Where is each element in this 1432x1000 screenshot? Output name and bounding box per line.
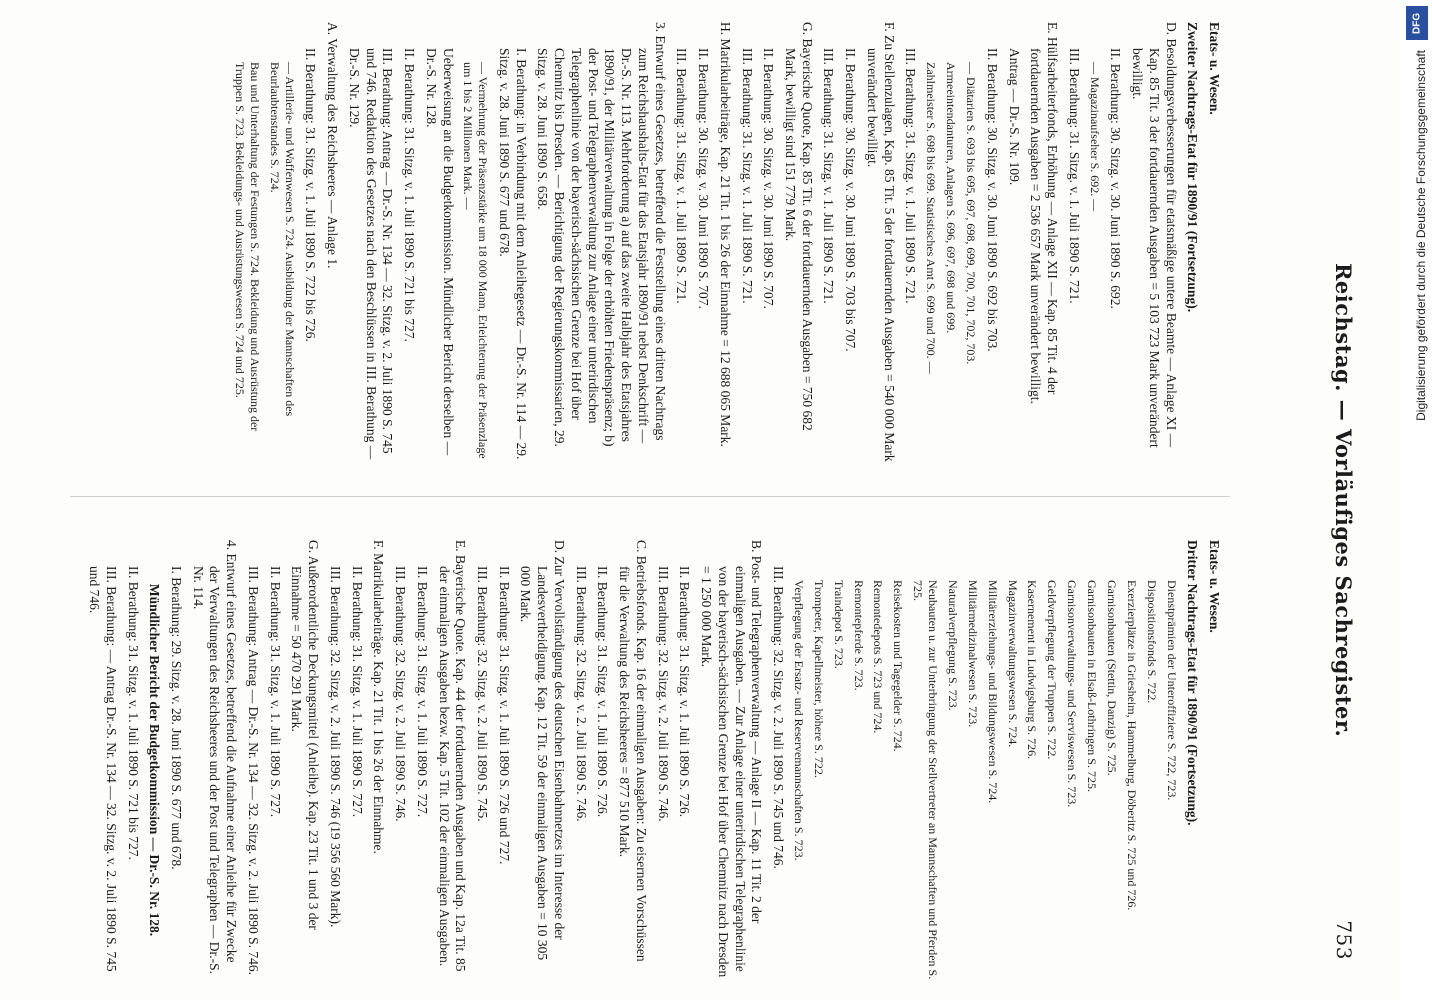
entry-note: Remontedepots S. 723 und 724.: [871, 580, 886, 734]
entry-line: II. Berathung: 31. Sitzg. v. 1. Juli 1890 S. 722 bis 726.: [303, 48, 319, 342]
page-title: Reichstag. — Vorläufiges Sachregister.: [1331, 262, 1357, 738]
entry-line: II. Berathung: 31. Sitzg. v. 1. Juli 1890 S. 721 bis 727.: [402, 48, 418, 342]
entry-item: B. Post- und Telegraphenverwaltung — Anlage II — Kap. 11 Tit. 2 der einmaligen Ausgaben. — Zur Anlage einer unterirdischen Telegraphenlinie von der bayerisch-sächsischen Grenze bei Hof über Chemnitz nach Dresden = 1 250 000 Mark.: [699, 540, 765, 978]
entry-item: G. Bayerische Quote, Kap. 85 Tit. 6 der fortdauernden Ausgaben = 750 682 Mark, bewilligt sind 151 779 Mark.: [783, 22, 815, 431]
entry-line: Antrag — Dr.-S. Nr. 109.: [1006, 48, 1022, 186]
entry-line: III. Berathung: 31. Sitzg. v. 1. Juli 1890 S. 721.: [739, 48, 755, 304]
entry-note: Geldverpflegung der Truppen S. 722.: [1045, 580, 1060, 760]
entry-note: Remontepferde S. 723.: [851, 580, 866, 691]
entry-note: Militärerziehungs- und Bildungswesen S. 724.: [985, 580, 1000, 804]
entry-line: II. Berathung: 31. Sitzg. v. 1. Juli 1890 S. 726.: [595, 566, 611, 818]
entry-line: III. Berathung: 31. Sitzg. v. 1. Juli 1890 S. 721.: [674, 48, 690, 304]
entry-note: Garnisonverwaltungs- und Serviswesen S. 723.: [1065, 580, 1080, 808]
entry-line: II. Berathung: 30. Sitzg. v. 30. Juni 1890 S. 703 bis 707.: [843, 48, 859, 352]
entry-line: III. Berathung: 31. Sitzg. v. 1. Juli 1890 S. 721.: [903, 48, 919, 304]
entry-note: Magazinverwaltungswesen S. 724.: [1005, 580, 1020, 748]
entry-line: II. Berathung: 30. Sitzg. v. 30. Juni 1890 S. 692 bis 703.: [984, 48, 1000, 352]
entry-line: II. Berathung: 31. Sitzg. v. 1. Juli 1890 S. 727.: [414, 566, 430, 818]
entry-note: — Magazinaufseher S. 692. —: [1087, 62, 1102, 212]
entry-line: II. Berathung: 30. Sitzg. v. 30. Juni 1890 S. 707.: [696, 48, 712, 309]
entry-line: III. Berathung: 32. Sitzg. v. 2. Juli 1890 S. 745 und 746.: [771, 566, 787, 869]
entry-note: — Vermehrung der Präsenzstärke um 18 000 Mann, Erleichterung der Präsenzlage um 1 bis 2 Millionen Mark. —: [461, 62, 491, 459]
entry-item: E. Hülfsarbeiterfonds, Erhöhung — Anlage XII — Kap. 85 Tit. 4 der fortdauernden Ausgaben = 2 536 657 Mark unverändert bewilligt.: [1028, 22, 1060, 404]
entry-line: II. Berathung: 31. Sitzg. v. 1. Juli 1890 S. 727.: [349, 566, 365, 818]
right-column: [72, 540, 1222, 980]
entry-line: III. Berathung: 31. Sitzg. v. 1. Juli 1890 S. 721.: [821, 48, 837, 304]
entry-note: Zahlmeister S. 698 bis 699. Statistisches Amt S. 699 und 700. —: [924, 62, 939, 374]
entry-item: H. Matrikularbeiträge, Kap. 21 Tit. 1 bis 26 der Einnahme = 12 688 065 Mark.: [717, 22, 733, 447]
dfg-logo-icon: DFG: [1406, 6, 1428, 40]
entry-line: II. Berathung: 31. Sitzg. v. 1. Juli 1890 S. 721 bis 727.: [125, 566, 141, 860]
page-header: [1324, 40, 1364, 960]
entry-note: Naturalverpflegung S. 723.: [945, 580, 960, 711]
entry-line: III. Berathung: 32. Sitzg. v. 2. Juli 1890 S. 746.: [393, 566, 409, 822]
entry-line: III. Berathung: 32. Sitzg. v. 2. Juli 1890 S. 746.: [655, 566, 671, 822]
entry-note: Dienstprämien der Unteroffiziere S. 722, 723.: [1164, 580, 1179, 801]
entry-note: Exerzierplätze in Griesheim, Hammelburg, Döberitz S. 725 und 726.: [1124, 580, 1139, 911]
entry-line: II. Berathung: 30. Sitzg. v. 30. Juni 1890 S. 707.: [761, 48, 777, 309]
entry-line: III. Berathung: Antrag — Dr.-S. Nr. 134 — 32. Sitzg. v. 2. Juli 1890 S. 745 und 746. Redaktion des Gesetzes nach den Beschlüssen in III. Berathung — Dr.-S. Nr. 129.: [346, 48, 396, 460]
entry-line: III. Berathung: 32. Sitzg. v. 2. Juli 1890 S. 745.: [475, 566, 491, 822]
subsection-heading: Dritter Nachtrags-Etat für 1890/91 (Fortsetzung).: [1185, 540, 1201, 826]
entry-note: Traindepot S. 723.: [831, 580, 846, 669]
entry-item: F. Zu Stellenzulagen, Kap. 85 Tit. 5 der fortdauernden Ausgaben = 540 000 Mark unverändert bewilligt.: [864, 22, 897, 462]
entry-note: — Artillerie- und Waffenwesen S. 724. Ausbildung der Mannschaften des Beurlaubtenstandes S. 724.: [267, 62, 297, 417]
entry-item: D. Besoldungsverbesserungen für etatsmäßige untere Beamte — Anlage XI — Kap. 85 Tit. 3 der fortdauernden Ausgaben = 5 103 723 Mark unverändert bewilligt.: [1130, 22, 1179, 448]
entry-line: III. Berathung: 31. Sitzg. v. 1. Juli 1890 S. 721.: [1066, 48, 1082, 304]
page-number: 753: [1332, 920, 1356, 960]
entry-item: E. Bayerische Quote. Kap. 44 der fortdauernden Ausgaben und Kap. 12a Tit. 85 der einmaligen Ausgaben bezw. Kap. 5 Tit. 102 der einmaligen Ausgaben.: [436, 540, 469, 972]
entry-note: Garnisonbauten (Stettin, Danzig) S. 725.: [1104, 580, 1119, 776]
entry-line: I. Berathung: in Verbindung mit dem Anleihegesetz — Dr.-S. Nr. 114 — 29. Sitzg. v. 28. Juni 1890 S. 677 und 678.: [497, 48, 529, 460]
section-heading: Etats- u. Wesen.: [1207, 22, 1222, 115]
entry-note: — Diätarien S. 693 bis 695, 697, 698, 699, 700, 701, 702, 703.: [964, 62, 979, 365]
entry-line: II. Berathung: 30. Sitzg. v. 30. Juni 1890 S. 692.: [1108, 48, 1124, 309]
section-heading: Etats- u. Wesen.: [1207, 540, 1222, 633]
entry-line: III. Berathung: Antrag — Dr.-S. Nr. 134 — 32. Sitzg. v. 2. Juli 1890 S. 746.: [245, 566, 261, 975]
entry-line: II. Berathung: 31. Sitzg. v. 1. Juli 1890 S. 726.: [677, 566, 693, 818]
entry-item: A. Verwaltung des Reichsheeres — Anlage 1.: [325, 22, 341, 269]
entry-note: Neubauten u. zur Unterbringung der Stellvertreter an Mannschaften und Pferden S. 725.: [911, 580, 941, 980]
entry-note: Reisekosten und Tagegelder S. 724.: [891, 580, 906, 752]
entry-item: F. Matrikularbeiträge. Kap. 21 Tit. 1 bis 26 der Einnahme.: [371, 540, 387, 854]
entry-item: 3. Entwurf eines Gesetzes, betreffend die Feststellung eines dritten Nachtrags zum Reichshaushalts-Etat für das Etatsjahr 1890/91 nebst Denkschrift — Dr.-S. Nr. 113. Mehrforderung a) auf das zweite Halbjahr des Etatsjahres 1890/91, der Militärverwaltung in Folge der erhöhten Friedenspräsenz; b) der Post- und Telegraphenverwaltung zur Anlage einer unterirdischen Telegraphenlinie von der bayerisch-sächsischen Grenze bei Hof über Chemnitz bis Dresden. — Berichtigung der Regierungskommissarien, 29. Sitzg. v. 28. Juni 1890 S. 658.: [535, 22, 668, 447]
entry-line: Ueberweisung an die Budgetkommission. Mündlicher Bericht derselben — Dr.-S. Nr. 128.: [423, 48, 456, 456]
subsection-heading: Zweiter Nachtrags-Etat für 1890/91 (Fortsetzung).: [1185, 22, 1201, 313]
entry-item: 4. Entwurf eines Gesetzes, betreffend die Aufnahme einer Anleihe für Zwecke der Verwaltungen des Reichsheeres und der Post und Telegraphen — Dr.-S. Nr. 114.: [190, 540, 240, 974]
entry-line: III. Berathung: 32. Sitzg. v. 2. Juli 1890 S. 746 (19 356 560 Mark).: [327, 566, 343, 928]
entry-line: I. Berathung: 29. Sitzg. v. 28. Juni 1890 S. 677 und 678.: [169, 566, 184, 870]
entry-note: Trompeter, Kapellmeister, höhere S. 722.: [811, 580, 826, 778]
entry-note: Verpflegung der Ersatz- und Reservemannschaften S. 723.: [791, 580, 806, 861]
dfg-funding-note: Digitalisierung gefördert durch die Deutsche Forschungsgemeinschaft: [1414, 50, 1428, 421]
entry-line: II. Berathung: 31. Sitzg. v. 1. Juli 1890 S. 726 und 727.: [496, 566, 512, 865]
entry-item: C. Betriebsfonds. Kap. 16 der einmaligen Ausgaben: Zu eisernen Vorschüssen für die Verwaltung des Reichsheeres = 877 510 Mark.: [617, 540, 649, 962]
entry-note: Dispositionsfonds S. 722.: [1144, 580, 1159, 704]
entry-note: Bau und Unterhaltung der Festungen S. 724. Bekleidung und Ausrüstung der Truppen S. 723. Bekleidungs- und Ausrüstungswesen S. 724 und 725.: [233, 62, 262, 432]
entry-note: Militärmedizinalwesen S. 723.: [965, 580, 980, 728]
entry-item: D. Zur Vervollständigung des deutschen Eisenbahnnetzes im Interesse der Landesvertheidigung. Kap. 12 Tit. 59 der einmaligen Ausgaben = 10 305 000 Mark.: [518, 540, 567, 961]
entry-note: Kasernement in Ludwigsburg S. 726.: [1025, 580, 1040, 760]
entry-line: III. Berathung: 32. Sitzg. v. 2. Juli 1890 S. 746.: [573, 566, 589, 822]
entry-line: II. Berathung: 31. Sitzg. v. 1. Juli 1890 S. 727.: [267, 566, 283, 818]
left-column: [72, 22, 1222, 462]
entry-item: G. Außerordentliche Deckungsmittel (Anleihe). Kap. 23 Tit. 1 und 3 der Einnahme = 50 470 291 Mark.: [289, 540, 322, 930]
entry-line: Mündlicher Bericht der Budgetkommission — Dr.-S. Nr. 128.: [147, 583, 163, 937]
dfg-sidebar: [1400, 0, 1432, 1000]
column-divider: [70, 496, 1230, 497]
entry-note: Garnisonbauten in Elsaß-Lothringen S. 725.: [1085, 580, 1100, 792]
entry-line: III. Berathung: — Antrag Dr.-S. Nr. 134 — 32. Sitzg. v. 2. Juli 1890 S. 745 und 746.: [87, 566, 119, 972]
entry-note: Armeeintendanturen, Anlagen S. 696, 697, 698 und 699.: [944, 62, 959, 334]
